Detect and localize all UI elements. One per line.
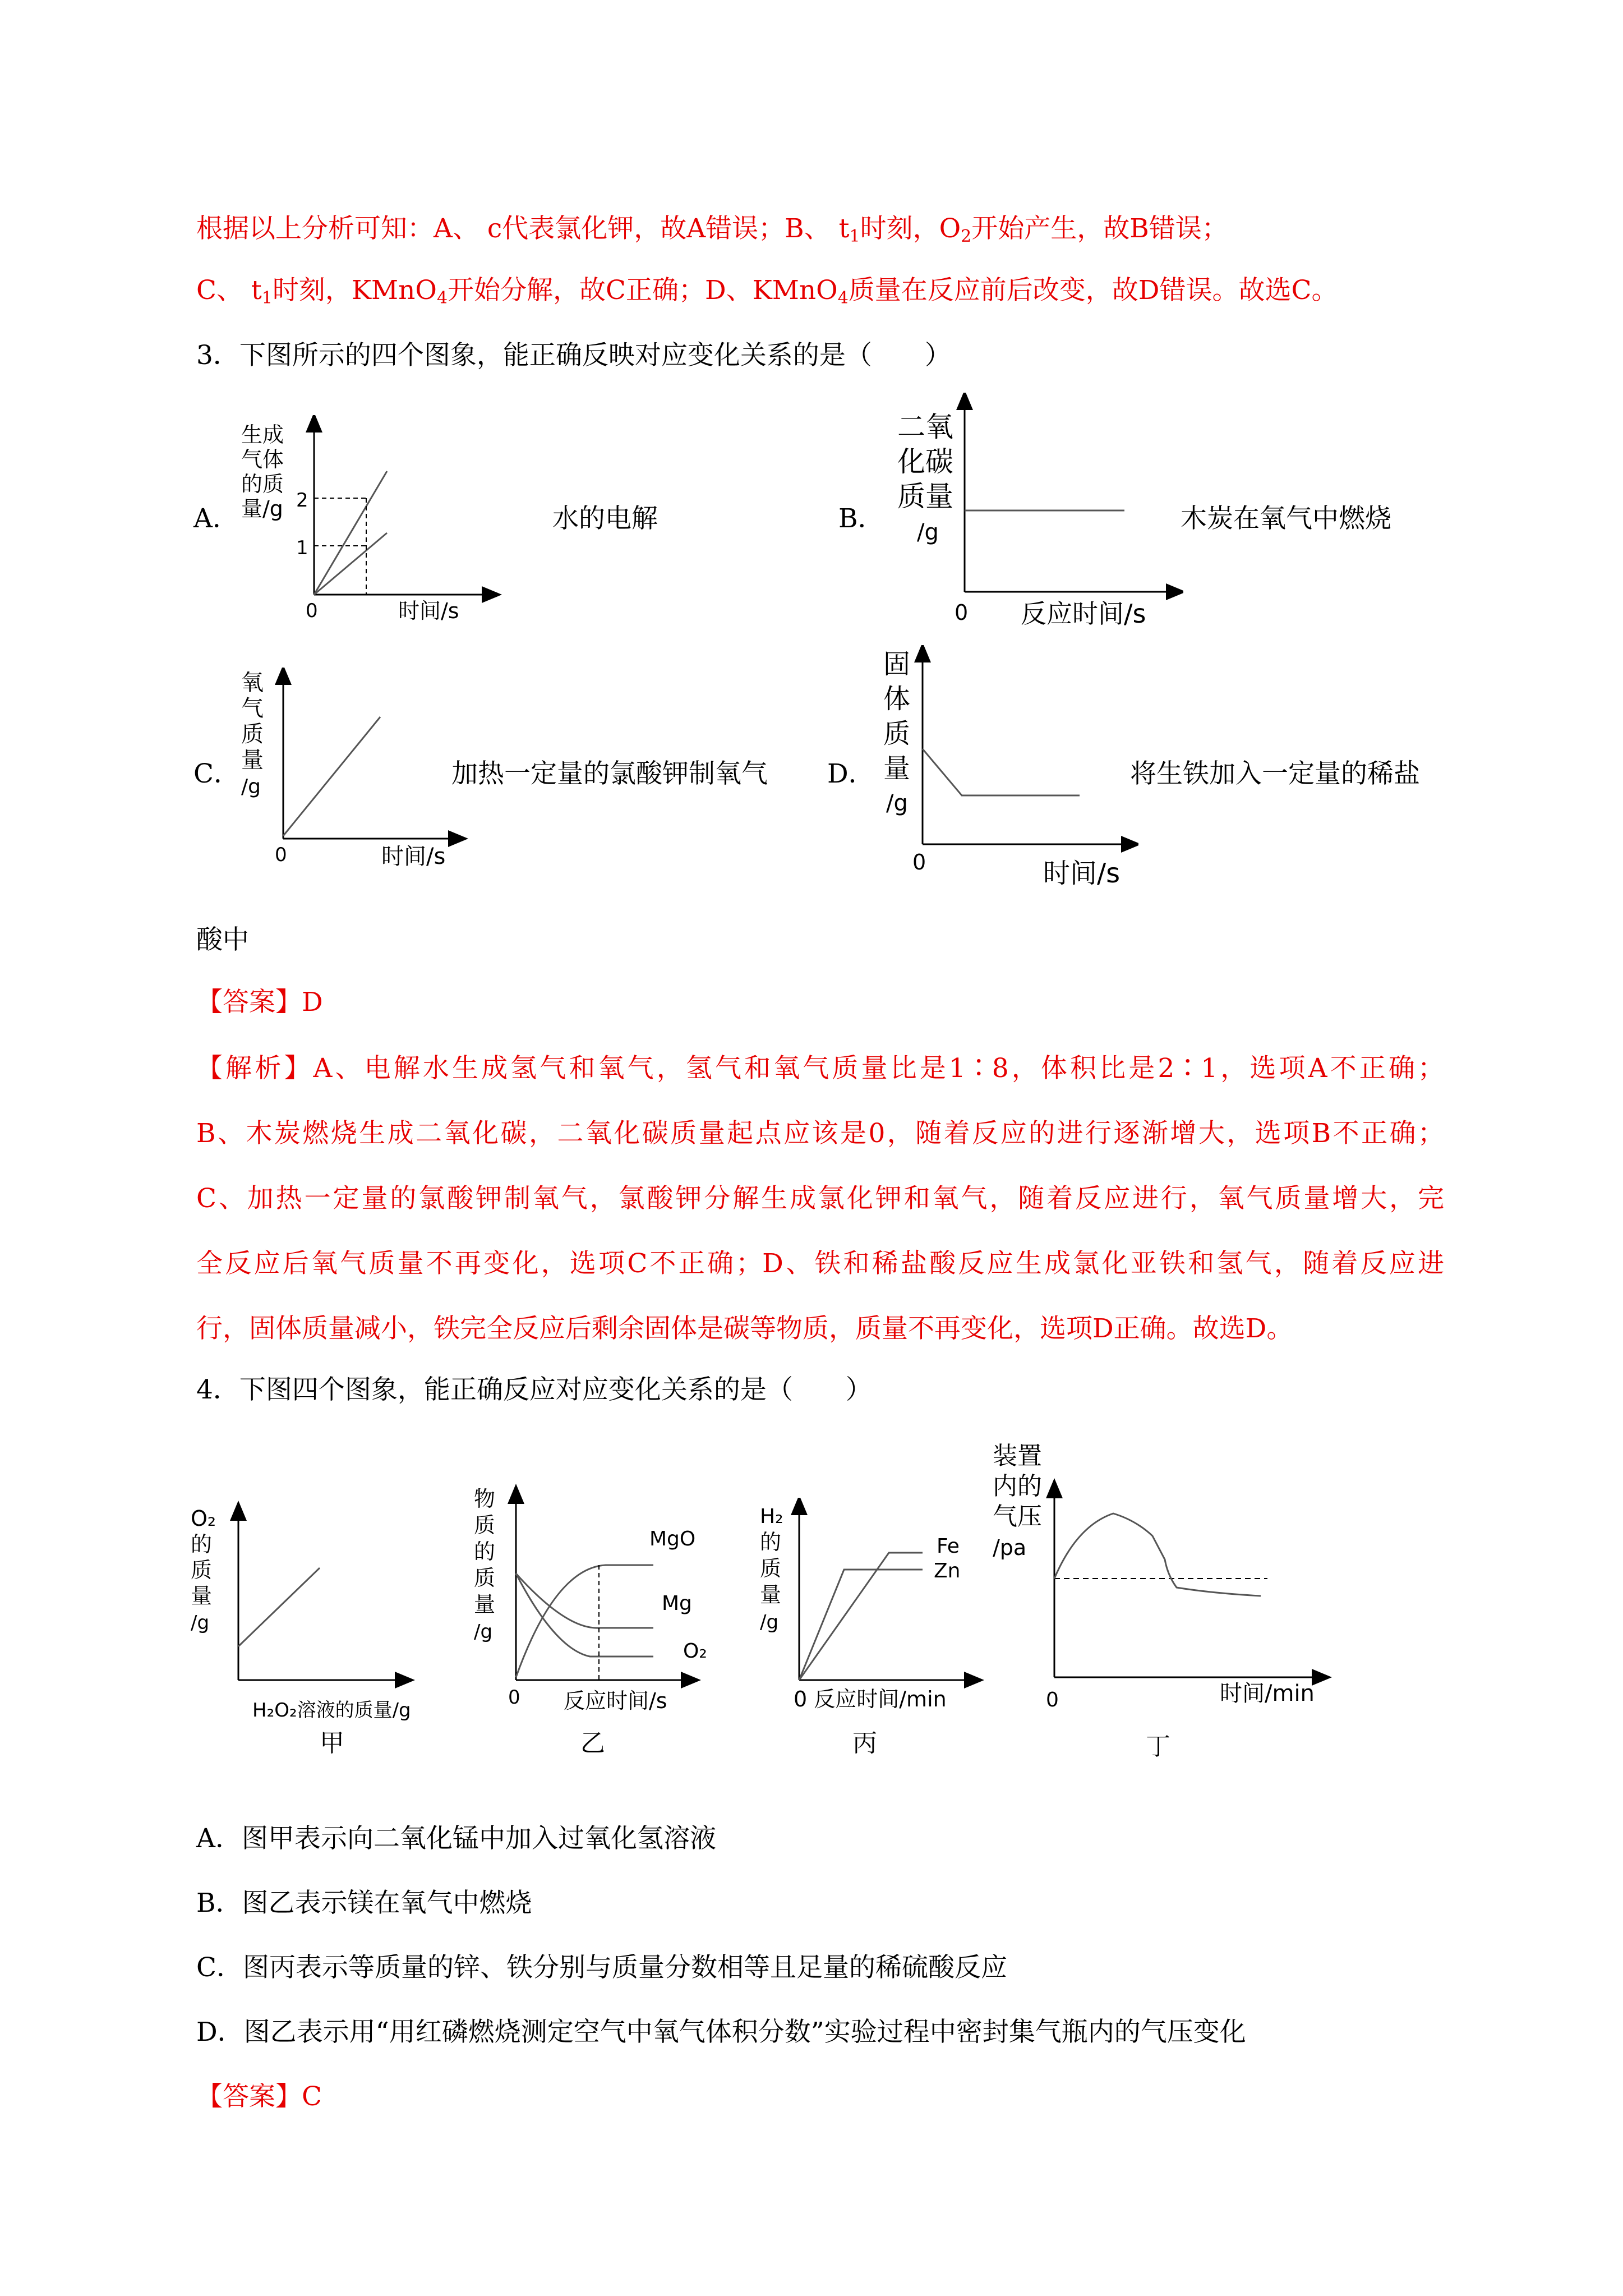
text-run: 根据以上分析可知：A、 c代表氯化钾，故A错误；B、 t: [196, 213, 850, 244]
text-run: 质量在反应前后改变，故D错误。故选C。: [848, 275, 1338, 306]
q3-option-d-desc: 将生铁加入一定量的稀盐: [1130, 758, 1420, 789]
y-axis-label: 质: [883, 718, 911, 749]
q3-graph-a: [236, 415, 505, 623]
series-label-o2: O₂: [683, 1640, 707, 1663]
y-axis-label: 装置: [993, 1442, 1042, 1470]
text-run: C、 t: [196, 275, 262, 306]
q3-option-c-letter: C．: [193, 758, 240, 789]
q4-option-d: D．图乙表示用“用红磷燃烧测定空气中氧气体积分数”实验过程中密封集气瓶内的气压变化: [196, 2017, 1246, 2047]
answer-value: D: [302, 987, 323, 1018]
y-axis-label: /g: [474, 1621, 493, 1643]
y-axis-label: /g: [191, 1612, 210, 1634]
series-line-fe: [799, 1553, 923, 1680]
y-axis-label: 的: [191, 1532, 213, 1557]
q4-graph-jia: [185, 1492, 477, 1756]
y-axis-label: 内的: [993, 1472, 1042, 1501]
series-line-pressure: [1054, 1513, 1261, 1596]
y-axis-label: 量: [760, 1582, 782, 1607]
q3-option-b-desc: 木炭在氧气中燃烧: [1181, 503, 1391, 534]
q3-option-a-letter: A．: [193, 503, 239, 534]
subscript: 2: [961, 227, 972, 246]
x-axis-label: 反应时间/s: [1021, 599, 1146, 629]
answer-tag: 【答案】: [196, 2081, 302, 2112]
q4-option-c: C．图丙表示等质量的锌、铁分别与质量分数相等且足量的稀硫酸反应: [196, 1952, 1007, 1983]
analysis-text: A、电解水生成氢气和氧气，氢气和氧气质量比是1∶8，体积比是2∶1，选项A不正确；: [313, 1053, 1444, 1084]
answer-value: C: [302, 2081, 322, 2112]
origin-label: 0: [306, 600, 318, 622]
tick-label: 1: [296, 537, 308, 559]
series-line-solid-mass: [923, 749, 1080, 795]
q3-answer: [196, 986, 323, 1019]
y-axis-label: 二氧: [897, 411, 953, 443]
y-axis-label: /g: [241, 775, 261, 798]
origin-label: 0: [912, 850, 926, 875]
q3-stem: 3．下图所示的四个图象，能正确反映对应变化关系的是（ ）: [196, 340, 951, 371]
x-axis-label: 时间/s: [398, 599, 459, 623]
y-axis-label: 质: [241, 721, 264, 747]
y-axis-label: 气体: [241, 447, 284, 472]
analysis-q2-line1: [196, 212, 1228, 246]
text-run: 时刻，O: [860, 213, 961, 244]
y-axis-label: H₂: [760, 1505, 783, 1528]
y-axis-label: 气: [241, 696, 264, 721]
series-line-o2: [283, 717, 380, 836]
y-axis-label: 量/g: [241, 496, 283, 521]
graph-caption: 丙: [852, 1729, 877, 1757]
y-axis-label: /g: [886, 790, 908, 816]
q3-graph-d: [875, 645, 1138, 892]
q4-graph-ding: [987, 1436, 1335, 1761]
text-run: 开始分解，故C正确；D、KMnO: [448, 275, 838, 306]
y-axis-label: 量: [241, 747, 264, 773]
origin-label: 0: [508, 1686, 520, 1709]
y-axis-label: 氧: [241, 670, 264, 696]
tick-label: 2: [296, 489, 308, 512]
series-line-o2: [314, 533, 387, 595]
origin-label: 0: [275, 844, 287, 866]
x-axis-label: 时间/s: [1043, 858, 1121, 889]
y-axis-label: 质: [474, 1566, 496, 1590]
x-axis-label: 0 反应时间/min: [794, 1687, 947, 1711]
text-run: 开始产生，故B错误；: [971, 213, 1228, 244]
q4-answer: [196, 2080, 322, 2114]
y-axis-label: 生成: [241, 422, 284, 447]
y-axis-label: 固: [883, 648, 911, 680]
q3-option-a-desc: 水的电解: [552, 503, 658, 534]
q3-option-d-letter: D．: [827, 758, 875, 789]
y-axis-label: 化碳: [897, 445, 953, 478]
q4-stem: 4．下图四个图象，能正确反应对应变化关系的是（ ）: [196, 1374, 872, 1405]
x-axis-label: H₂O₂溶液的质量/g: [252, 1699, 411, 1722]
q3-analysis-line3: C、加热一定量的氯酸钾制氧气，氯酸钾分解生成氯化钾和氧气，随着反应进行，氧气质量增大，完: [196, 1183, 1444, 1214]
series-label-fe: Fe: [937, 1535, 960, 1558]
y-axis-label: 量: [474, 1592, 496, 1617]
graph-caption: 甲: [320, 1729, 344, 1756]
subscript: 1: [849, 227, 860, 246]
series-line-o2: [516, 1573, 653, 1657]
analysis-q2-line2: [196, 274, 1338, 307]
y-axis-label: 量: [191, 1584, 213, 1608]
y-axis-label: 的: [760, 1530, 782, 1554]
origin-label: 0: [955, 600, 969, 625]
q3-option-b-letter: B．: [838, 503, 884, 534]
series-label-zn: Zn: [934, 1559, 961, 1582]
y-axis-label: /pa: [993, 1535, 1027, 1560]
y-axis-label: 质: [474, 1513, 496, 1538]
series-label-mgo: MgO: [649, 1527, 696, 1550]
series-line-zn: [799, 1570, 923, 1680]
subscript: 1: [261, 288, 273, 308]
y-axis-label: /g: [760, 1611, 779, 1634]
y-axis-label: 物: [474, 1487, 496, 1511]
graph-caption: 乙: [580, 1729, 605, 1757]
y-axis-label: 体: [883, 683, 911, 715]
q4-option-a: A．图甲表示向二氧化锰中加入过氧化氢溶液: [196, 1823, 716, 1854]
y-axis-label: 量: [883, 753, 911, 784]
graph-caption: 丁: [1146, 1732, 1170, 1761]
series-line-mg: [516, 1573, 653, 1628]
series-line-mgo: [516, 1565, 653, 1677]
subscript: 4: [837, 288, 849, 308]
text-run: 时刻，KMnO: [272, 275, 437, 306]
q3-option-c-desc: 加热一定量的氯酸钾制氧气: [451, 758, 768, 789]
series-line-h2: [314, 471, 387, 595]
q3-analysis-line2: B、木炭燃烧生成二氧化碳，二氧化碳质量起点应该是0，随着反应的进行逐渐增大，选项B不正确；: [196, 1118, 1444, 1149]
q3-analysis-line1: [196, 1052, 1444, 1085]
subscript: 4: [436, 288, 448, 308]
q3-analysis-line5: 行，固体质量减小，铁完全反应后剩余固体是碳等物质，质量不再变化，选项D正确。故选D。: [196, 1313, 1293, 1344]
y-axis-label: 质: [760, 1556, 782, 1581]
y-axis-label: 气压: [993, 1502, 1042, 1531]
series-label-mg: Mg: [662, 1592, 692, 1615]
analysis-tag: 【解析】: [196, 1053, 313, 1084]
q4-option-b: B．图乙表示镁在氧气中燃烧: [196, 1888, 532, 1918]
y-axis-label: 质量: [897, 480, 953, 513]
q3-analysis-line4: 全反应后氧气质量不再变化，选项C不正确；D、铁和稀盐酸反应生成氯化亚铁和氢气，随着反应进: [196, 1248, 1444, 1279]
q3-graph-c: [236, 668, 482, 886]
y-axis-label: O₂: [191, 1506, 216, 1531]
y-axis-label: 的质: [241, 472, 284, 496]
origin-label: 0: [1046, 1688, 1059, 1711]
x-axis-label: 反应时间/s: [564, 1688, 667, 1713]
y-axis-label: 质: [191, 1558, 213, 1582]
q4-graph-bing: [754, 1498, 990, 1761]
y-axis-label: 的: [474, 1539, 496, 1564]
q3-graph-b: [892, 393, 1183, 639]
series-line-o2: [238, 1568, 320, 1646]
y-axis-label: /g: [917, 519, 939, 545]
q3-option-d-desc-tail: 酸中: [196, 924, 249, 955]
x-axis-label: 时间/min: [1220, 1681, 1315, 1706]
q4-graph-yi: [471, 1481, 729, 1761]
x-axis-label: 时间/s: [381, 844, 446, 869]
answer-tag: 【答案】: [196, 987, 302, 1018]
